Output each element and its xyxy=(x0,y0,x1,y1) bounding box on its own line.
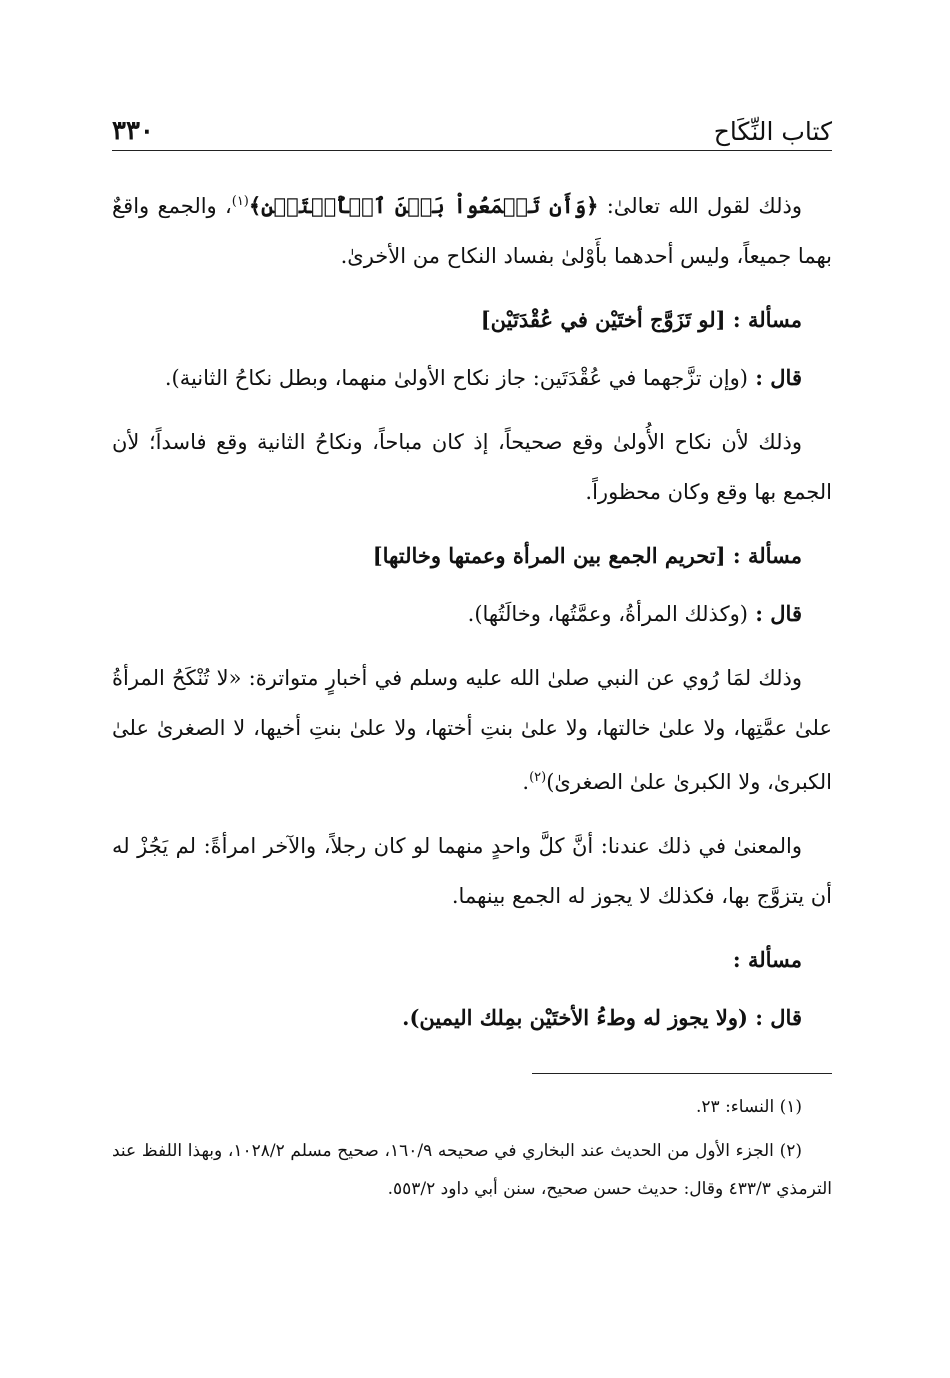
book-page xyxy=(112,104,832,1214)
paragraph-3-end: . xyxy=(522,770,530,794)
footnote-1: (١) النساء: ٢٣. xyxy=(696,1097,802,1117)
paragraph-1 xyxy=(112,177,832,281)
footnote-2: (٢) الجزء الأول من الحديث عند البخاري في صحيحه ١٦٠/٩، صحيح مسلم ١٠٢٨/٢، وبهذا اللفظ عند الترمذي ٤٣٣/٣ وقال: حديث حسن صحيح، سنن أبي داود ٥٥٣/٢. xyxy=(112,1141,832,1199)
chapter-title: كتاب النِّكَاح xyxy=(713,117,832,146)
said-2 xyxy=(112,589,832,639)
said-text-3: (ولا يجوز له وطءُ الأختَيْن بمِلك اليمين). xyxy=(402,1005,748,1030)
said-1 xyxy=(112,353,832,403)
quran-verse: ﴿وَأَن تَجۡمَعُواْ بَيۡنَ ٱلۡأُخۡتَيۡنِ﴾ xyxy=(248,193,599,218)
page-number: ٣٣٠ xyxy=(112,116,154,146)
issue-heading-1: مسألة : [لو تَزَوَّج أختَيْن في عُقْدَتَيْن] xyxy=(480,307,802,332)
footnote-ref-2: (٢) xyxy=(529,770,547,785)
issue-heading-2: مسألة : [تحريم الجمع بين المرأة وعمتها وخالتها] xyxy=(372,543,802,568)
said-label-3: قال : xyxy=(747,1005,802,1030)
running-header xyxy=(112,104,832,151)
issue-heading-3: مسألة : xyxy=(732,947,802,972)
paragraph-3-text: وذلك لمَا رُوي عن النبي صلىٰ الله عليه وسلم في أخبارٍ متواترة: «لا تُنْكَحُ المرأةُ علىٰ عمَّتِها، ولا علىٰ خالتها، ولا علىٰ بنتِ أختها، ولا علىٰ بنتِ أخيها، لا الصغرىٰ علىٰ الكبرىٰ، ولا الكبرىٰ علىٰ الصغرىٰ) xyxy=(112,666,832,794)
paragraph-2: وذلك لأن نكاح الأُولىٰ وقع صحيحاً، إذ كان مباحاً، ونكاحُ الثانية وقع فاسداً؛ لأن الجمع بها وقع وكان محظوراً. xyxy=(112,430,832,504)
footnote-ref-1: (١) xyxy=(231,194,249,209)
said-label-1: قال : xyxy=(747,365,802,390)
said-text-2: (وكذلك المرأةُ، وعمَّتُها، وخالَتُها). xyxy=(467,602,748,626)
paragraph-1-rest: ، والجمع واقعٌ بهما جميعاً، وليس أحدهما بأَوْلىٰ بفساد النكاح من الأخرىٰ. xyxy=(112,194,832,268)
footnote-separator xyxy=(532,1073,832,1074)
paragraph-3 xyxy=(112,653,832,807)
footnotes xyxy=(112,1088,832,1208)
said-3 xyxy=(112,993,832,1043)
paragraph-1-intro: وذلك لقول الله تعالىٰ: xyxy=(598,194,802,218)
said-label-2: قال : xyxy=(747,601,802,626)
main-text xyxy=(112,177,832,1043)
paragraph-4: والمعنىٰ في ذلك عندنا: أنَّ كلَّ واحدٍ منهما لو كان رجلاً، والآخر امرأةً: لم يَجُزْ له أن يتزوَّج بها، فكذلك لا يجوز له الجمع بينهما. xyxy=(112,834,832,908)
said-text-1: (وإن تزَّجهما في عُقْدَتَين: جاز نكاح الأولىٰ منهما، وبطل نكاحُ الثانية). xyxy=(164,366,748,390)
